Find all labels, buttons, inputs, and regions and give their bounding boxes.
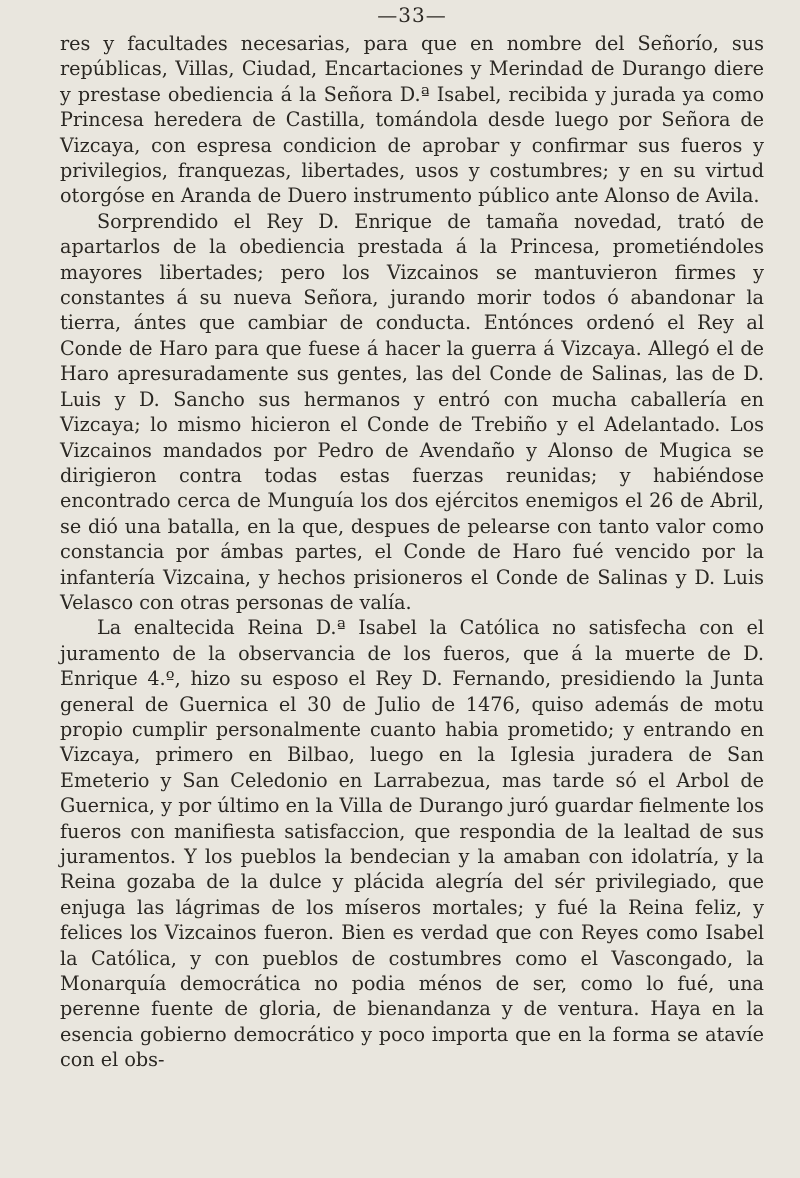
page-number: —33— [377,3,447,27]
paragraph-reina-isabel: La enaltecida Reina D.ª Isabel la Católica no satisfecha con el juramento de la observancia de los fueros, que á la muerte de D. Enrique 4.º, hizo su esposo el Rey D. Fernando, presidiendo la Junta general de Guernica el 30 de Julio de 1476, quiso además de motu propio cumplir personalmente cuanto habia prometido; y entrando en Vizcaya, primero en Bilbao, luego en la Iglesia juradera de San Emeterio y San Celedonio en Larrabezua, mas tarde só el Arbol de Guernica, y por último en la Villa de Durango juró guardar fielmente los fueros con manifiesta satisfaccion, que respondia de la lealtad de sus juramentos. Y los pueblos la bendecian y la amaban con idolatría, y la Reina gozaba de la dulce y plácida alegría del sér privilegiado, que enjuga las lágrimas de los míseros mortales; y fué la Reina feliz, y felices los Vizcainos fueron. Bien es verdad que con Reyes como Isabel la Católica, y con pueblos de costumbres como el Vascongado, la Monarquía democrática no podia ménos de ser, como lo fué, una perenne fuente de gloria, de bienandanza y de ventura. Haya en la esencia gobierno democrático y poco importa que en la forma se atavíe con el obs- [60,616,764,1072]
paragraph-continuation: res y facultades necesarias, para que en nombre del Señorío, sus repúblicas, Villas, Ciudad, Encartaciones y Merindad de Durango diere y prestase obediencia á la Señora D.ª Isabel, recibida y jurada ya como Princesa heredera de Castilla, tomándola desde luego por Señora de Vizcaya, con espresa condicion de aprobar y confirmar sus fueros y privilegios, franquezas, libertades, usos y costumbres; y en su virtud otorgóse en Aranda de Duero instrumento público ante Alonso de Avila. [60,32,764,208]
paragraph-rey-enrique: Sorprendido el Rey D. Enrique de tamaña novedad, trató de apartarlos de la obediencia prestada á la Princesa, prometiéndoles mayores libertades; pero los Vizcainos se mantuvieron firmes y constantes á su nueva Señora, jurando morir todos ó abandonar la tierra, ántes que cambiar de conducta. Entónces ordenó el Rey al Conde de Haro para que fuese á hacer la guerra á Vizcaya. Allegó el de Haro apresuradamente sus gentes, las del Conde de Salinas, las de D. Luis y D. Sancho sus hermanos y entró con mucha caballería en Vizcaya; lo mismo hicieron el Conde de Trebiño y el Adelantado. Los Vizcainos mandados por Pedro de Avendaño y Alonso de Mugica se dirigieron contra todas estas fuerzas reunidas; y habiéndose encontrado cerca de Munguía los dos ejércitos enemigos el 26 de Abril, se dió una batalla, en la que, despues de pelearse con tanto valor como constancia por ámbas partes, el Conde de Haro fué vencido por la infantería Vizcaina, y hechos prisioneros el Conde de Salinas y D. Luis Velasco con otras personas de valía. [60,209,764,614]
page-body [60,31,764,1073]
